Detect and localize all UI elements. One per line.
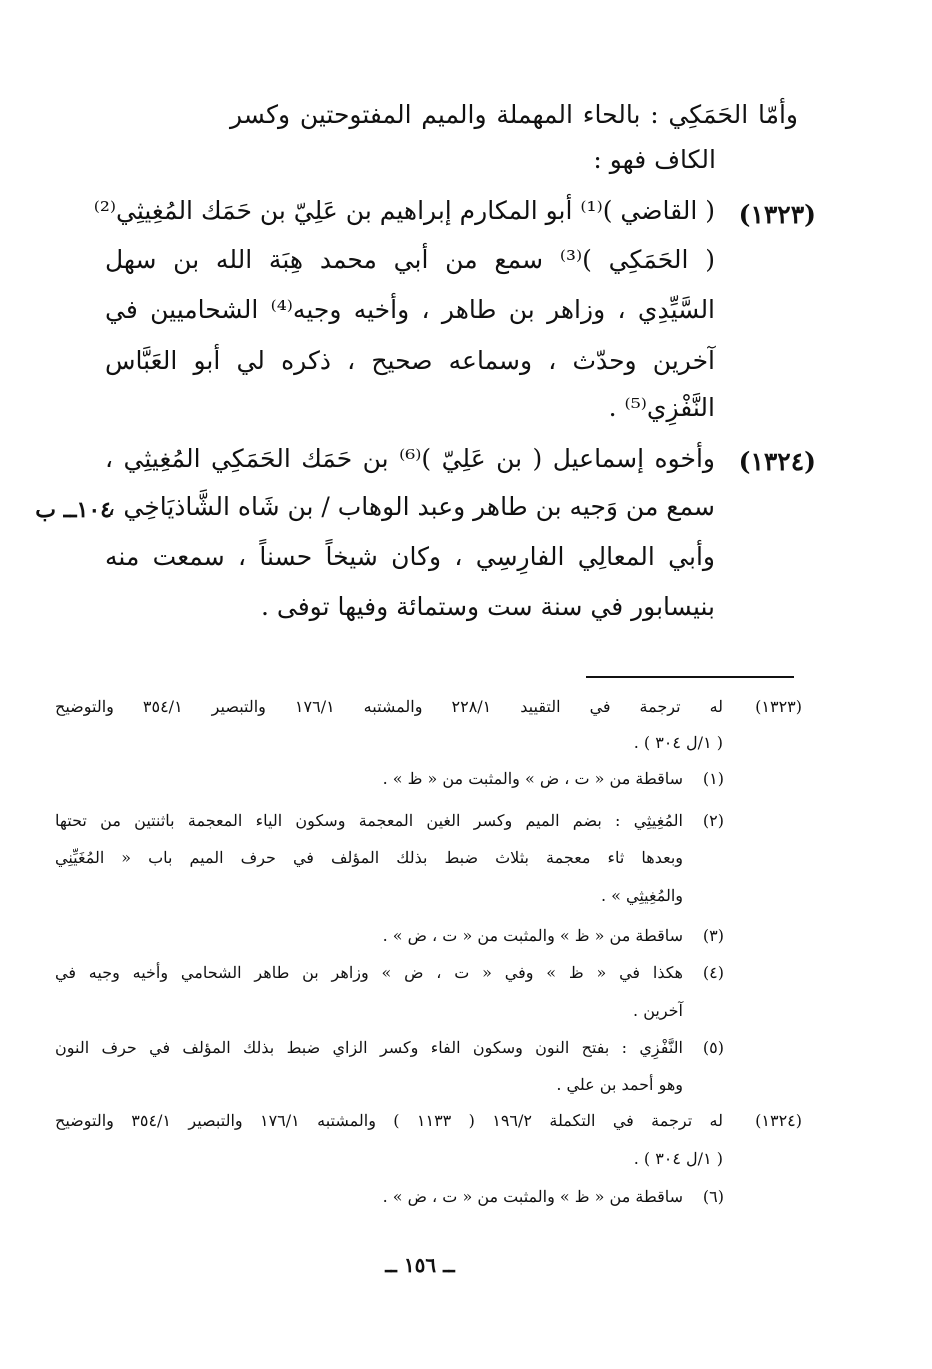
footnote-marker-1: (١) bbox=[702, 769, 724, 788]
intro-line-2: الكاف فهو : bbox=[593, 145, 716, 174]
entry-1323-line-1: ( القاضي )⁽¹⁾ أبو المكارم إبراهيم بن عَلِيّ بن حَمَك المُغِيثِي⁽²⁾ bbox=[93, 196, 715, 225]
footnote-marker-6: (٦) bbox=[702, 1187, 724, 1206]
entry-number-1323: (١٣٢٣) bbox=[738, 200, 816, 229]
footnote-1323-line-1: له ترجمة في التقييد ٢٢٨/١ والمشتبه ١٧٦/١ والتبصير ٣٥٤/١ والتوضيح bbox=[55, 697, 724, 716]
entry-1324-line-4: بنيسابور في سنة ست وستمائة وفيها توفى . bbox=[260, 592, 715, 621]
footnote-2-line-3: والمُغِيثِي » . bbox=[600, 886, 683, 905]
footnote-1324-line-1: له ترجمة في التكملة ١٩٦/٢ ( ١١٣٣ ) والمشتبه ١٧٦/١ والتبصير ٣٥٤/١ والتوضيح bbox=[55, 1111, 723, 1130]
page-number: ــ ١٥٦ ــ bbox=[385, 1253, 455, 1277]
footnote-6-line-1: ساقطة من « ظ » والمثبت من « ت ، ض » . bbox=[382, 1187, 683, 1206]
footnote-3-line-1: ساقطة من « ظ » والمثبت من « ت ، ض » . bbox=[382, 926, 683, 945]
footnote-5-line-2: وهو أحمد بن علي . bbox=[556, 1075, 683, 1094]
intro-line-1: وأمّا الحَمَكِي : بالحاء المهملة والميم المفتوحتين وكسر bbox=[230, 100, 798, 129]
footnote-marker-1323: (١٣٢٣) bbox=[755, 697, 802, 716]
footnote-4-line-1: هكذا في « ظ » وفي « ت ، ض » وزاهر بن طاهر الشحامي وأخيه وجيه في bbox=[55, 963, 683, 982]
footnote-1-line-1: ساقطة من « ت ، ض » والمثبت من « ظ » . bbox=[382, 769, 683, 788]
footnote-separator bbox=[586, 676, 794, 678]
footnote-marker-2: (٢) bbox=[702, 811, 724, 830]
footnote-marker-3: (٣) bbox=[702, 926, 724, 945]
entry-1323-line-4: آخرين وحدّث ، وسماعه صحيح ، ذكره لي أبو العَبَّاس bbox=[105, 346, 715, 375]
entry-number-1324: (١٣٢٤) bbox=[738, 447, 816, 476]
footnote-2-line-1: المُغِيثِي : بضم الميم وكسر الغين المعجمة وسكون الياء المعجمة باثنتين من تحتها bbox=[55, 811, 683, 830]
entry-1323-line-5: النَّفْزِي⁽⁵⁾ . bbox=[608, 393, 715, 422]
footnote-5-line-1: النَّفْزِي : بفتح النون وسكون الفاء وكسر الزاي ضبط بذلك المؤلف في حرف النون bbox=[55, 1038, 683, 1057]
entry-1323-line-3: السَّيِّدِي ، وزاهر بن طاهر ، وأخيه وجيه⁽⁴⁾ الشحاميين في bbox=[105, 295, 716, 324]
footnote-marker-4: (٤) bbox=[702, 963, 724, 982]
entry-1324-line-1: وأخوه إسماعيل ( بن عَلِيّ )⁽⁶⁾ بن حَمَك الحَمَكِي المُغِيثِي ، bbox=[105, 444, 715, 473]
footnote-4-line-2: آخرين . bbox=[633, 1001, 683, 1020]
footnote-1323-line-2: ( ١/ل ٣٠٤ ) . bbox=[633, 733, 723, 752]
entry-1324-line-3: وأبي المعالِي الفارِسِي ، وكان شيخاً حسناً ، سمعت منه bbox=[105, 542, 715, 571]
entry-1324-line-2: سمع من وَجيه بن طاهر وعبد الوهاب / بن شَاه الشَّاذيَاخِي ، bbox=[107, 492, 715, 521]
manuscript-folio-note: ١٠٤ــ ب bbox=[35, 497, 112, 523]
footnote-marker-5: (٥) bbox=[702, 1038, 724, 1057]
footnote-1324-line-2: ( ١/ل ٣٠٤ ) . bbox=[633, 1149, 723, 1168]
footnote-marker-1324: (١٣٢٤) bbox=[755, 1111, 802, 1130]
footnote-2-line-2: وبعدها ثاء معجمة بثلاث ضبط بذلك المؤلف في حرف الميم باب « المُغَيِّنِي bbox=[55, 848, 683, 867]
entry-1323-line-2: ( الحَمَكِي )⁽³⁾ سمع من أبي محمد هِبَة الله بن سهل bbox=[105, 245, 715, 274]
